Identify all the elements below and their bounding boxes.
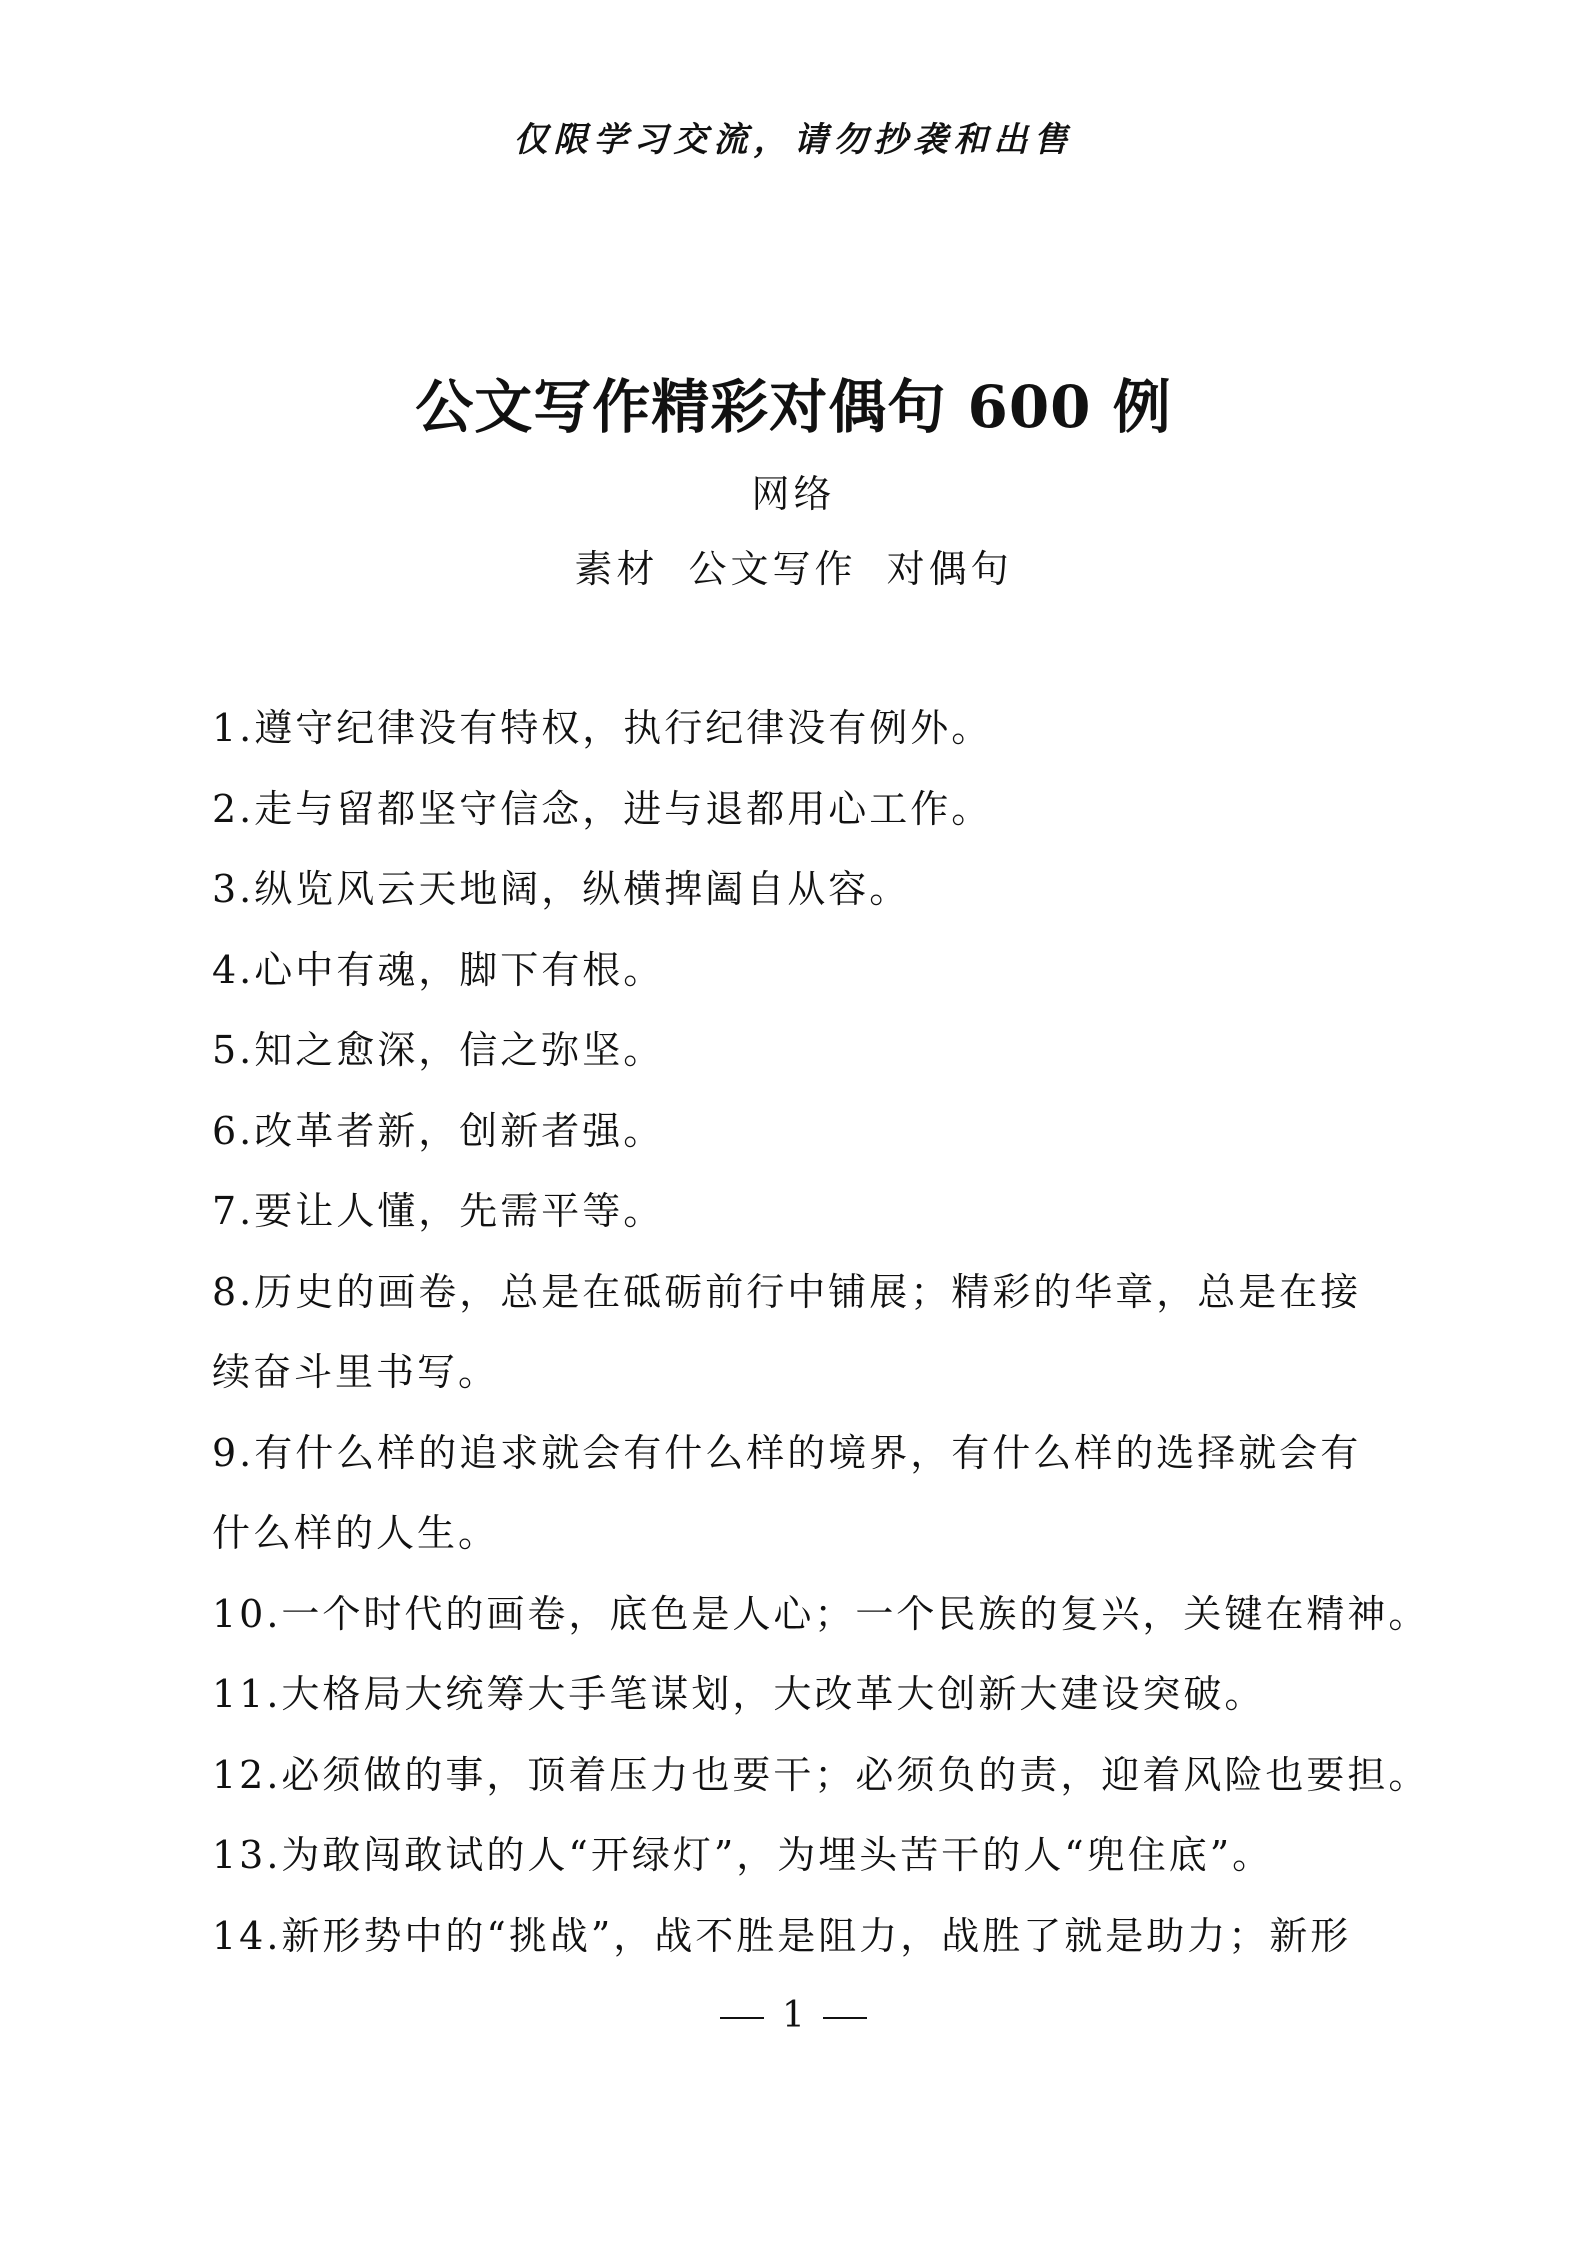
body-line: 2.走与留都坚守信念，进与退都用心工作。 [212,786,993,831]
page-number: 1 [782,1995,805,2036]
body-line: 续奋斗里书写。 [212,1350,500,1394]
body-line: 5.知之愈深，信之弥坚。 [212,1028,665,1072]
body-line: 3.纵览风云天地阔，纵横捭阖自从容。 [212,867,911,911]
footer-dash-left [720,2017,764,2019]
document-title: 公文写作精彩对偶句 600 例 [415,373,1172,441]
document-author: 网络 [751,472,836,516]
body-line: 10.一个时代的画卷，底色是人心；一个民族的复兴，关键在精神。 [212,1591,1430,1636]
body-line: 14.新形势中的“挑战”，战不胜是阻力，战胜了就是助力；新形 [212,1913,1352,1958]
header-notice: 仅限学习交流，请勿抄袭和出售 [513,120,1074,160]
body-line: 1.遵守纪律没有特权，执行纪律没有例外。 [212,706,993,750]
document-body [212,688,1430,1976]
page-footer [0,1995,1587,2036]
body-line: 11.大格局大统筹大手笔谋划，大改革大创新大建设突破。 [212,1672,1266,1716]
document-keywords: 素材 公文写作 对偶句 [574,547,1013,591]
body-line: 7.要让人懂，先需平等。 [212,1189,665,1233]
body-line: 6.改革者新，创新者强。 [212,1108,665,1153]
body-line: 4.心中有魂，脚下有根。 [212,947,665,992]
body-line: 什么样的人生。 [212,1511,500,1555]
body-line: 8.历史的画卷，总是在砥砺前行中铺展；精彩的华章，总是在接 [212,1269,1362,1314]
body-line: 13.为敢闯敢试的人“开绿灯”，为埋头苦干的人“兜住底”。 [212,1833,1274,1877]
footer-dash-right [823,2017,867,2019]
body-line: 9.有什么样的追求就会有什么样的境界，有什么样的选择就会有 [212,1430,1362,1475]
body-line: 12.必须做的事，顶着压力也要干；必须负的责，迎着风险也要担。 [212,1752,1430,1797]
